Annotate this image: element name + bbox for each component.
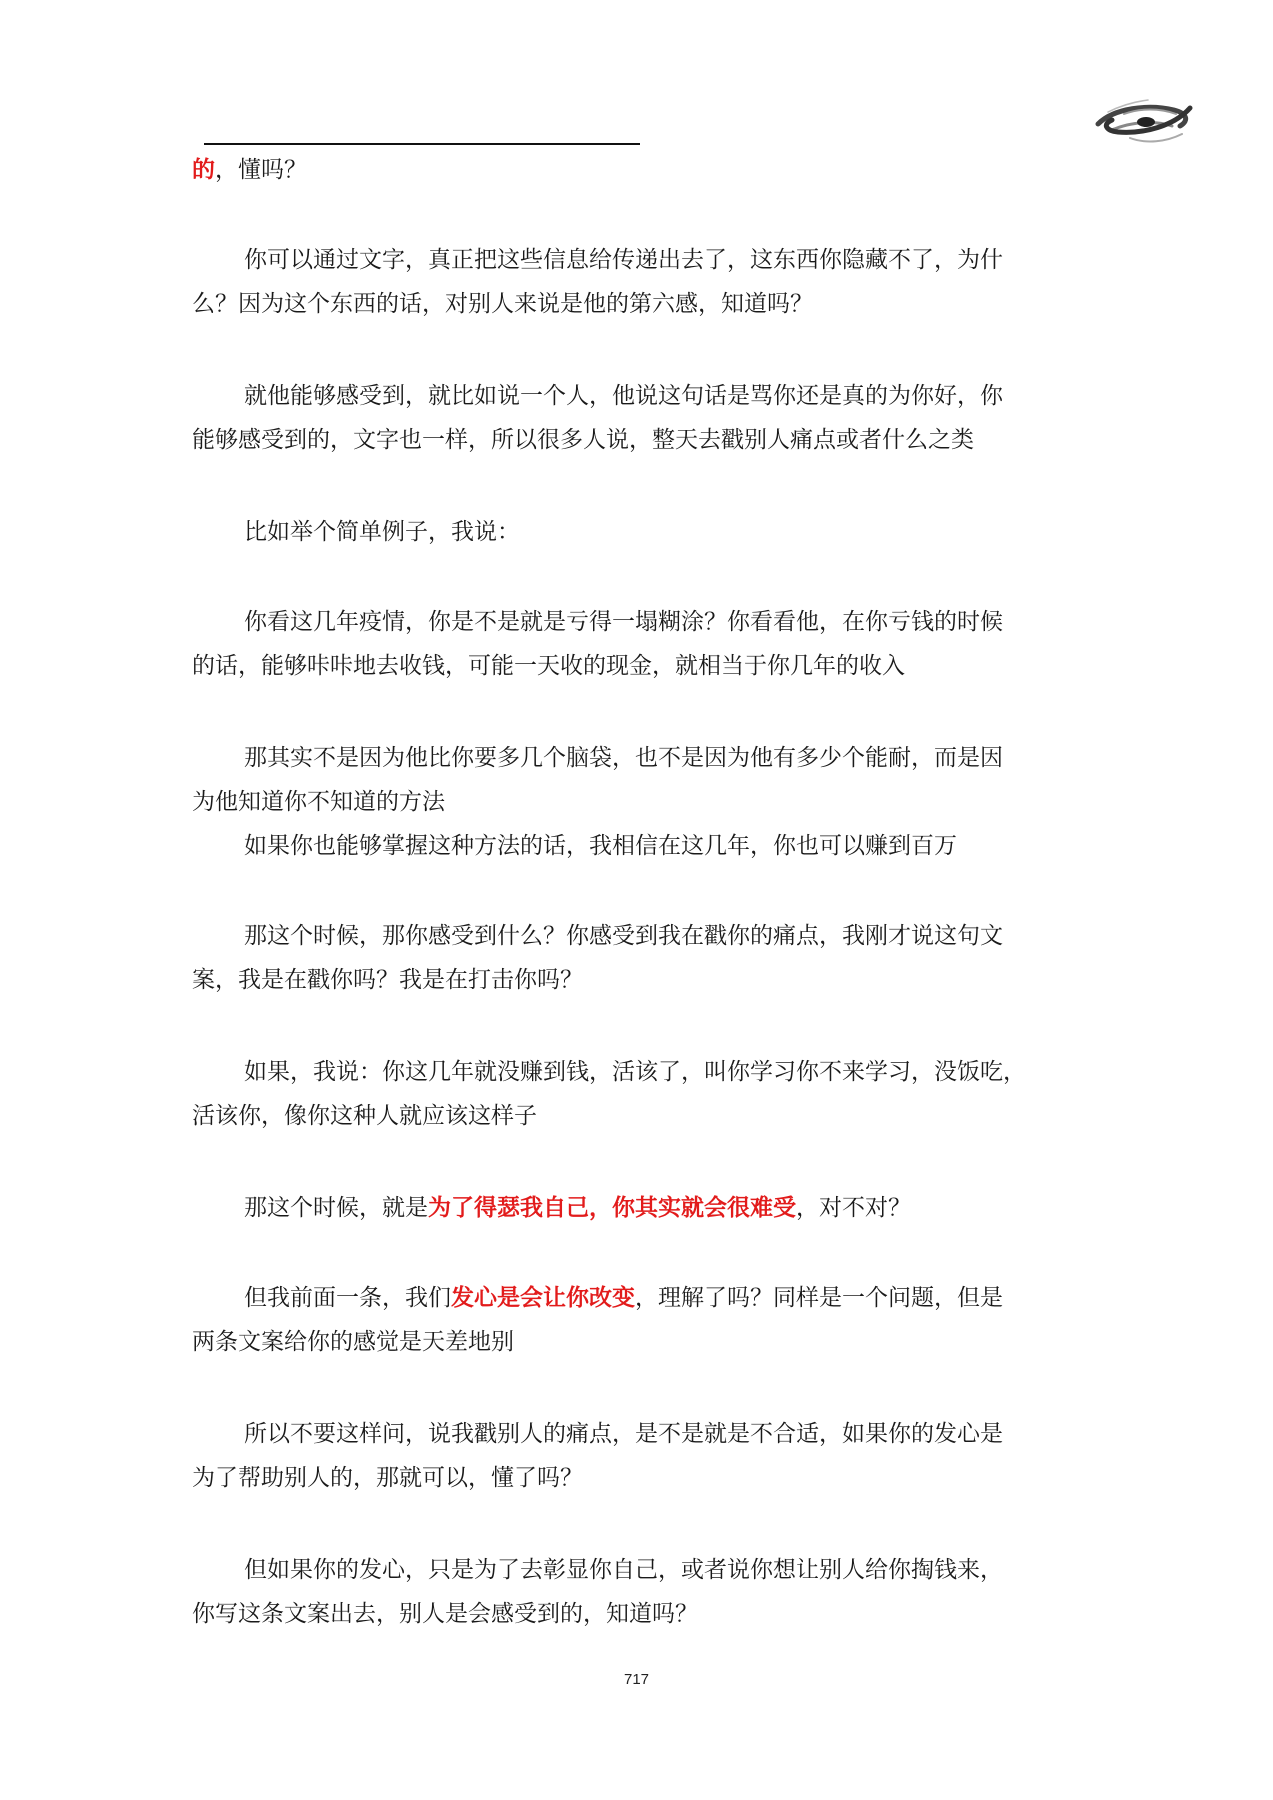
paragraph-3 (192, 510, 1092, 554)
text-fragment: ，懂吗？ (215, 157, 307, 183)
highlight-text: 的 (192, 156, 215, 183)
text-fragment: ，理解了吗？同样是一个问题，但是 (635, 1285, 1003, 1311)
paragraph-0 (192, 148, 1092, 192)
text-fragment: 但我前面一条，我们 (244, 1285, 451, 1311)
paragraph-11 (192, 1548, 1092, 1636)
paragraph-5 (192, 736, 1092, 868)
paragraph-line: 两条文案给你的感觉是天差地别 (192, 1329, 514, 1355)
header-rule (204, 143, 640, 145)
paragraph-line: 案，我是在戳你吗？我是在打击你吗？ (192, 967, 583, 993)
swirl-logo-icon (1090, 78, 1198, 158)
paragraph-line: 活该你，像你这种人就应该这样子 (192, 1103, 537, 1129)
paragraph-line: 如果，我说：你这几年就没赚到钱，活该了，叫你学习你不来学习，没饭吃， (244, 1059, 1026, 1085)
paragraph-7 (192, 1050, 1092, 1138)
paragraph-line: 就他能够感受到，就比如说一个人，他说这句话是骂你还是真的为你好，你 (244, 383, 1003, 409)
paragraph-line: 为他知道你不知道的方法 (192, 789, 445, 815)
paragraph-line: 么？因为这个东西的话，对别人来说是他的第六感，知道吗？ (192, 291, 813, 317)
paragraph-line: 如果你也能够掌握这种方法的话，我相信在这几年，你也可以赚到百万 (244, 833, 957, 859)
paragraph-line: 为了帮助别人的，那就可以，懂了吗？ (192, 1465, 583, 1491)
paragraph-line: 所以不要这样问，说我戳别人的痛点，是不是就是不合适，如果你的发心是 (244, 1421, 1003, 1447)
text-fragment: 那这个时候，就是 (244, 1195, 428, 1221)
paragraph-2 (192, 374, 1092, 462)
paragraph-line: 比如举个简单例子，我说： (244, 519, 520, 545)
paragraph-10 (192, 1412, 1092, 1500)
paragraph-line: 你看这几年疫情，你是不是就是亏得一塌糊涂？你看看他，在你亏钱的时候 (244, 609, 1003, 635)
paragraph-9 (192, 1276, 1092, 1364)
paragraph-line: 你可以通过文字，真正把这些信息给传递出去了，这东西你隐藏不了，为什 (244, 247, 1003, 273)
paragraph-6 (192, 914, 1092, 1002)
paragraph-line: 的话，能够咔咔地去收钱，可能一天收的现金，就相当于你几年的收入 (192, 653, 905, 679)
paragraph-line: 能够感受到的，文字也一样，所以很多人说，整天去戳别人痛点或者什么之类 (192, 427, 974, 453)
highlight-text: 发心是会让你改变 (451, 1284, 635, 1311)
paragraph-line: 你写这条文案出去，别人是会感受到的，知道吗？ (192, 1601, 698, 1627)
paragraph-4 (192, 600, 1092, 688)
paragraph-line: 那其实不是因为他比你要多几个脑袋，也不是因为他有多少个能耐，而是因 (244, 745, 1003, 771)
highlight-text: 为了得瑟我自己，你其实就会很难受 (428, 1194, 796, 1221)
paragraph-line: 那这个时候，那你感受到什么？你感受到我在戳你的痛点，我刚才说这句文 (244, 923, 1003, 949)
paragraph-8 (192, 1186, 1092, 1230)
page-number: 717 (623, 1671, 650, 1688)
paragraph-line: 但如果你的发心，只是为了去彰显你自己，或者说你想让别人给你掏钱来， (244, 1557, 1003, 1583)
text-fragment: ，对不对？ (796, 1195, 911, 1221)
paragraph-1 (192, 238, 1092, 326)
